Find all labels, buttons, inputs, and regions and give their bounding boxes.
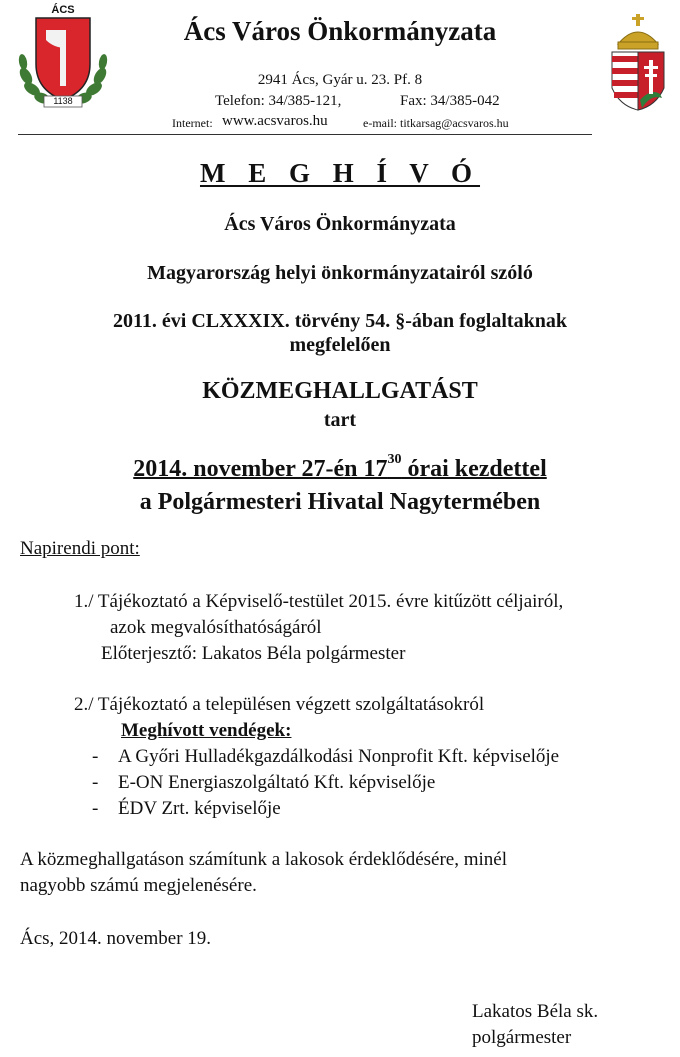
event-location: a Polgármesteri Hivatal Nagytermében: [139, 489, 541, 515]
national-coat-of-arms: [606, 10, 670, 118]
agenda-item-1-presenter: Előterjesztő: Lakatos Béla polgármester: [101, 643, 406, 664]
city-coat-of-arms: [14, 4, 112, 114]
list-bullet: -: [92, 746, 99, 767]
place-and-date: Ács, 2014. november 19.: [20, 928, 212, 949]
header-divider: [18, 134, 592, 135]
list-bullet: -: [92, 798, 99, 819]
event-verb: tart: [323, 409, 357, 431]
agenda-item-1: 1./ Tájékoztató a Képviselő-testület 2015. évre kitűzött céljairól,: [74, 591, 564, 612]
fax-number: Fax: 34/385-042: [400, 93, 500, 109]
agenda-label: Napirendi pont:: [20, 538, 140, 559]
list-bullet: -: [92, 772, 99, 793]
crest-year: 1138: [53, 96, 73, 106]
organizer-line: Ács Város Önkormányzata: [224, 213, 456, 235]
postal-address: 2941 Ács, Gyár u. 23. Pf. 8: [257, 72, 423, 88]
crest-banner-text: ÁCS: [51, 4, 75, 16]
closing-text-line-1: A közmeghallgatáson számítunk a lakosok érdeklődésére, minél: [20, 849, 507, 870]
phone-number: Telefon: 34/385-121,: [215, 93, 342, 109]
event-title: KÖZMEGHALLGATÁST: [202, 378, 478, 404]
email-address[interactable]: e-mail: titkarsag@acsvaros.hu: [363, 116, 509, 130]
law-reference-line-1: Magyarország helyi önkormányzatairól szóló: [147, 262, 533, 284]
invitation-heading: M E G H Í V Ó: [199, 158, 481, 188]
agenda-item-2: 2./ Tájékoztató a településen végzett szolgáltatásokról: [74, 694, 485, 715]
agenda-item-1-continuation: azok megvalósíthatóságáról: [110, 617, 322, 638]
law-reference-line-3: megfelelően: [289, 334, 391, 356]
guest-list-item: E-ON Energiaszolgáltató Kft. képviselője: [118, 772, 436, 793]
closing-text-line-2: nagyobb számú megjelenésére.: [20, 875, 257, 896]
signatory-title: polgármester: [472, 1027, 572, 1048]
internet-label: Internet:: [172, 116, 213, 130]
organization-title: Ács Város Önkormányzata: [183, 16, 497, 46]
website-link[interactable]: www.acsvaros.hu: [222, 113, 328, 129]
event-date-time: 2014. november 27-én $17^{30}$ órai kezdettel: [133, 452, 547, 482]
signatory-name: Lakatos Béla sk.: [472, 1001, 599, 1022]
invited-guests-label: Meghívott vendégek:: [121, 720, 292, 741]
guest-list-item: A Győri Hulladékgazdálkodási Nonprofit Kft. képviselője: [118, 746, 560, 767]
law-reference-line-2: 2011. évi CLXXXIX. törvény 54. §-ában foglaltaknak: [113, 310, 567, 332]
guest-list-item: ÉDV Zrt. képviselője: [118, 798, 281, 819]
